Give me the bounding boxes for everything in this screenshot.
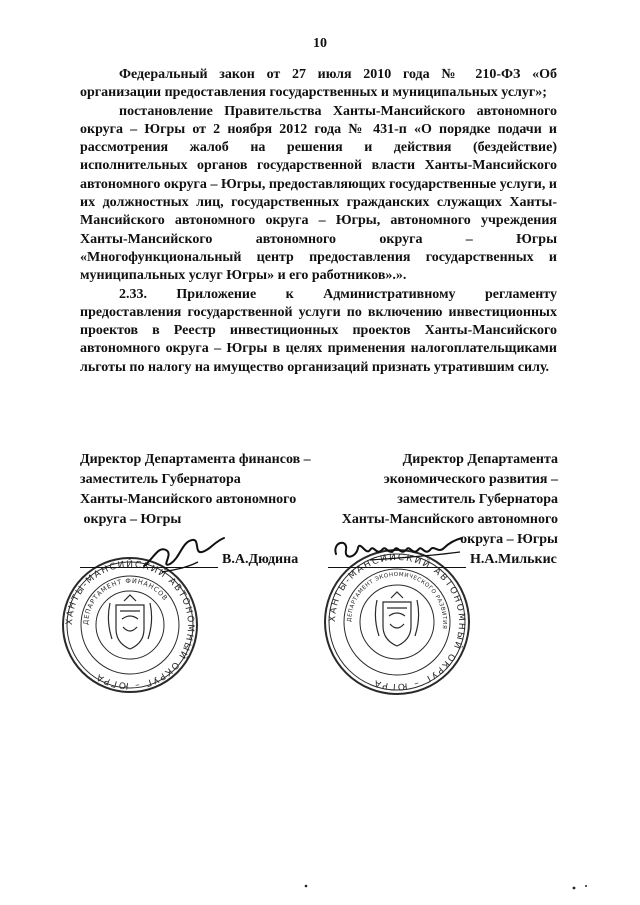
paragraph-federal-law: Федеральный закон от 27 июля 2010 года № 210-ФЗ «Об организации предоставления государственных и муниципальных услуг»; (80, 67, 557, 101)
paragraph-2-33: 2.33. Приложение к Административному регламенту предоставления государственной услуги по включению инвестиционных проектов в Реестр инвестиционных проектов Ханты-Мансийского автономного округа – Югры в целях применения налогоплательщиками льготы по налогу на имущество организаций признать утратившим силу. (80, 286, 557, 375)
signer-right-line: экономического развития – (383, 472, 558, 487)
paragraph-government-resolution: постановление Правительства Ханты-Мансийского автономного округа – Югры от 2 ноября 2012 года № 431-п «О порядке подачи и рассмотрения жалоб на решения и действия (бездействие) исполнительных органов государственной власти Ханты-Мансийского автономного округа – Югры, предоставляющих государственные услуги, и их должностных лиц, государственных гражданских служащих Ханты-Мансийского автономного округа – Югры, автономного учреждения Ханты-Мансийского автономного округа – Югры «Многофункциональный центр предоставления государственных и муниципальных услуг Югры» и его работников».». (80, 103, 557, 284)
signer-right-name: Н.А.Милькис (470, 552, 557, 567)
seal-left-inner-text: ДЕПАРТАМЕНТ ФИНАНСОВ (81, 576, 170, 626)
signer-right-line: Ханты-Мансийского автономного (341, 512, 558, 527)
signer-right-line: округа – Югры (460, 532, 558, 547)
signer-left-line: округа – Югры (80, 512, 182, 527)
seal-left-outer-text: ХАНТЫ-МАНСИЙСКИЙ АВТОНОМНЫЙ ОКРУГ – ЮГРА (64, 559, 196, 691)
signer-left-line: заместитель Губернатора (80, 472, 241, 487)
signer-left-line: Директор Департамента финансов – (80, 452, 311, 467)
signer-right-line: Директор Департамента (402, 452, 558, 467)
seal-right-inner-text: ДЕПАРТАМЕНТ ЭКОНОМИЧЕСКОГО РАЗВИТИЯ (346, 571, 448, 630)
signer-left-name: В.А.Дюдина (222, 552, 299, 567)
page-number: 10 (313, 36, 327, 51)
signer-right-line: заместитель Губернатора (397, 492, 558, 507)
signer-left-line: Ханты-Мансийского автономного (80, 492, 297, 507)
seal-right-outer-text: ХАНТЫ-МАНСИЙСКИЙ АВТОНОМНЫЙ ОКРУГ – ЮГРА (327, 552, 467, 692)
